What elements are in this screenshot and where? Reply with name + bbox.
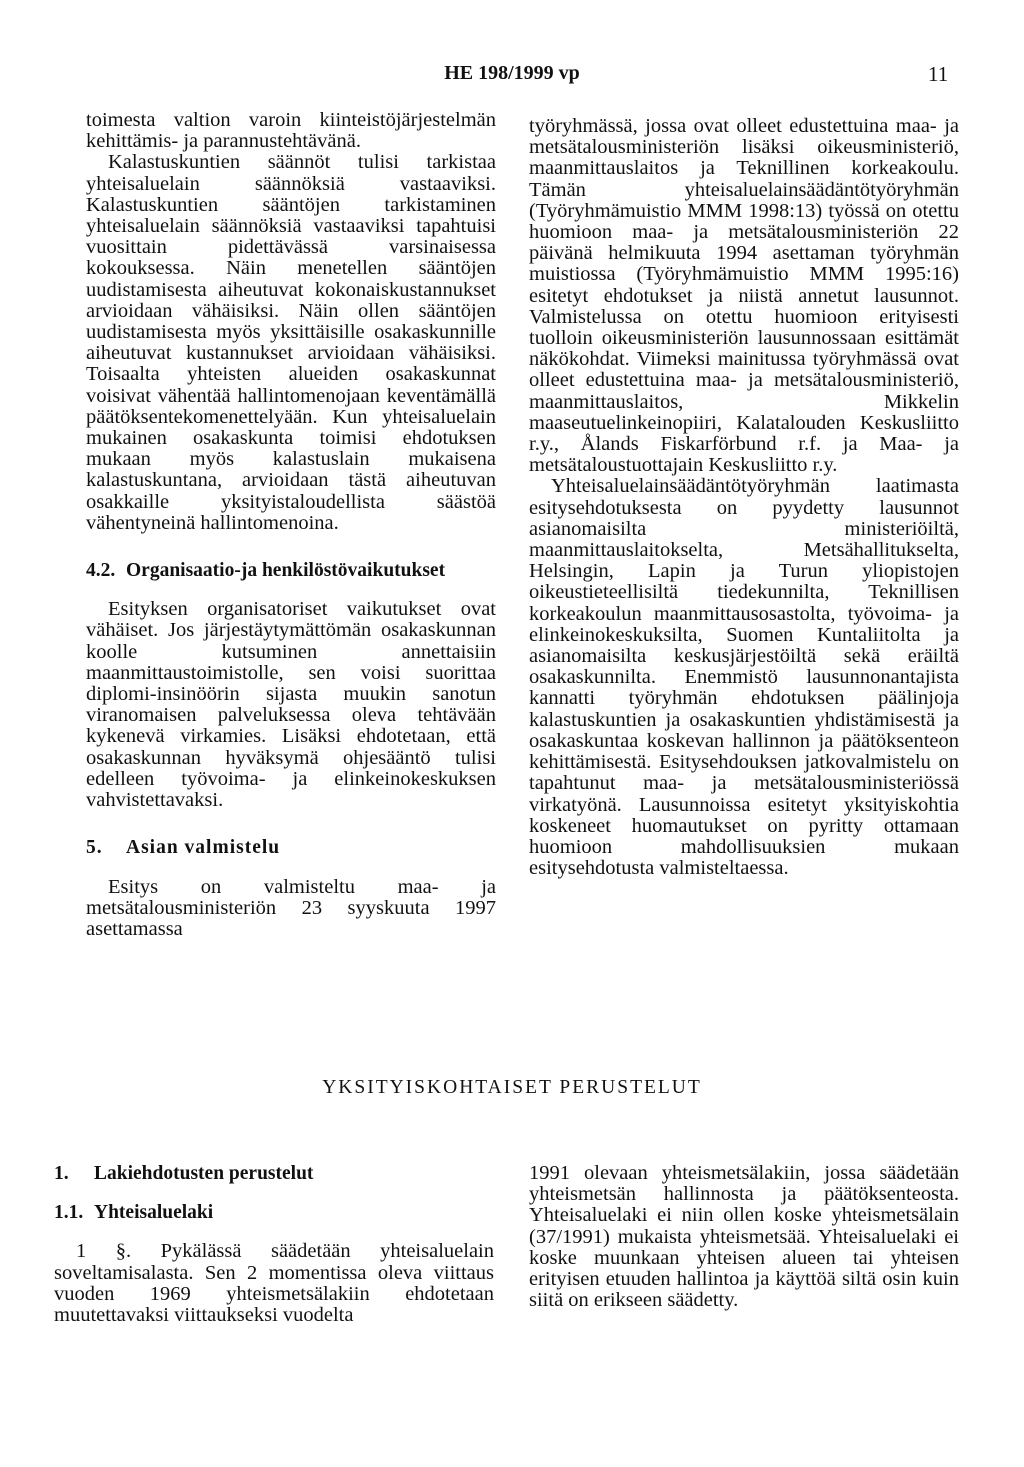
section-number: 1. — [54, 1163, 69, 1184]
left-column-top — [86, 110, 496, 940]
paragraph-esitys: Esitys on valmisteltu maa- ja metsätalousministeriön 23 syyskuuta 1997 asettamassa — [86, 875, 496, 940]
page-number: 11 — [928, 62, 949, 86]
section-title: Yhteisaluelaki — [94, 1202, 214, 1224]
section-number: 5. — [86, 837, 103, 859]
section-heading-4-2 — [86, 560, 496, 581]
section-heading-1 — [54, 1163, 494, 1184]
paragraph-continuation: toimesta valtion varoin kiinteistöjärjestelmän kehittämis- ja parannustehtävänä. — [86, 109, 496, 153]
paragraph-tyoryhmassa: työryhmässä, jossa ovat olleet edustettuina maa- ja metsätalousministeriön lisäksi oikeusministeriö, maanmittauslaitos ja Teknillinen korkeakoulu. Tämän yhteisaluelainsäädäntötyöryhmän (Työryhmämuistio MMM 1998:13) työssä on otettu huomioon maa- ja metsätalousministeriön 22 päivänä helmikuuta 1994 asettaman työryhmän muistiossa (Työryhmämuistio MMM 1995:16) esitetyt ehdotukset ja niistä annetut lausunnot. Valmistelussa on otettu huomioon erityisesti tuolloin oikeusministeriön lausunnossaan esittämät näkökohdat. Viimeksi mainitussa työryhmässä ovat olleet edustettuina maa- ja metsätalousministeriö, maanmittauslaitos, Mikkelin maaseutuelinkeinopiiri, Kalatalouden Keskusliitto r.y., Ålands Fiskarförbund r.f. ja Maa- ja metsätaloustuottajain Keskusliitto r.y. — [529, 115, 959, 477]
section-title: Lakiehdotusten perustelut — [94, 1163, 314, 1184]
document-header-title: HE 198/1999 vp — [444, 62, 580, 84]
section-title: Organisaatio-ja henkilöstövaikutukset — [126, 560, 446, 582]
main-section-heading: YKSITYISKOHTAISET PERUSTELUT — [322, 1077, 702, 1098]
paragraph-organisatoriset: Esityksen organisatoriset vaikutukset ovat vähäiset. Jos järjestäytymättömän osakaskunnan koolle kutsuminen annettaisiin maanmittaustoimistolle, sen voisi suorittaa diplomi-insinöörin sijasta muukin sanotun viranomaisen palveluksessa oleva tehtävään kykenevä virkamies. Lisäksi ehdotetaan, että osakaskunnan hyväksymä ohjesääntö tulisi edelleen työvoima- ja elinkeinokeskuksen vahvistettavaksi. — [86, 598, 496, 812]
section-title: Asian valmistelu — [126, 837, 281, 859]
paragraph-yhteisaluelainsaadantotyoryhman: Yhteisaluelainsäädäntötyöryhmän laatimasta esitysehdotuksesta on pyydetty lausunnot asianomaisilta ministeriöiltä, maanmittauslaitokselta, Metsähallitukselta, Helsingin, Lapin ja Turun yliopistojen oikeustieteellisiltä tiedekunnilta, Teknillisen korkeakoulun maanmittausosastolta, työvoima- ja elinkeinokeskuksilta, Suomen Kuntaliitolta ja asianomaisilta keskusjärjestöiltä sekä eräiltä osakaskunnilta. Enemmistö lausunnonantajista kannatti työryhmän ehdotuksen päälinjoja kalastuskuntien ja osakaskuntien yhdistämisestä ja osakaskuntaa koskevan hallinnon ja päätöksenteon kehittämisestä. Esitysehdouksen jatkovalmistelu on tapahtunut maa- ja metsätalousministeriössä virkatyönä. Lausunnoissa esitetyt yksityiskohtia koskeneet huomautukset on pyritty ottamaan huomioon mahdollisuuksien mukaan esitysehdotusta valmisteltaessa. — [529, 475, 959, 880]
right-column-bottom — [529, 1163, 959, 1311]
right-column-top — [529, 116, 959, 879]
section-number: 4.2. — [86, 560, 116, 582]
section-heading-1-1 — [54, 1202, 494, 1223]
paragraph-pykala-1: 1 §. Pykälässä säädetään yhteisaluelain soveltamisalasta. Sen 2 momentissa oleva viittaus vuoden 1969 yhteismetsälakiin ehdotetaan muutettavaksi viittaukseksi vuodelta — [54, 1240, 494, 1327]
left-column-bottom — [54, 1163, 494, 1326]
paragraph-1991: 1991 olevaan yhteismetsälakiin, jossa säädetään yhteismetsän hallinnosta ja päätöksenteosta. Yhteisaluelaki ei niin ollen koske yhteismetsälain (37/1991) mukaista yhteismetsää. Yhteisaluelaki ei koske muunkaan yhteisen alueen tai yhteisen erityisen etuuden hallintoa ja käyttöä siltä osin kuin siitä on erikseen säädetty. — [529, 1162, 959, 1312]
section-heading-5 — [86, 837, 496, 858]
section-number: 1.1. — [54, 1202, 84, 1224]
paragraph-kalastuskuntien: Kalastuskuntien säännöt tulisi tarkistaa yhteisaluelain säännöksiä vastaaviksi. Kalastuskuntien sääntöjen tarkistaminen yhteisaluelain säännöksiä vastaaviksi tapahtuisi vuosittain pidettävässä varsinaisessa kokouksessa. Näin menetellen sääntöjen uudistamisesta aiheutuvat kokonaiskustannukset arvioidaan vähäisiksi. Näin ollen sääntöjen uudistamisesta myös yksittäisille osakaskunnille aiheutuvat kustannukset arvioidaan vähäisiksi. Toisaalta yhteisten alueiden osakaskunnat voisivat vähentää hallintomenojaan keventämällä päätöksentekomenettelyään. Kun yhteisaluelain mukainen osakaskunta toimisi ehdotuksen mukaan myös kalastuslain mukaisena kalastuskuntana, arvioidaan tästä aiheutuvan osakkaille yksityistaloudellista säästöä vähentyneinä hallintomenoina. — [86, 151, 496, 534]
